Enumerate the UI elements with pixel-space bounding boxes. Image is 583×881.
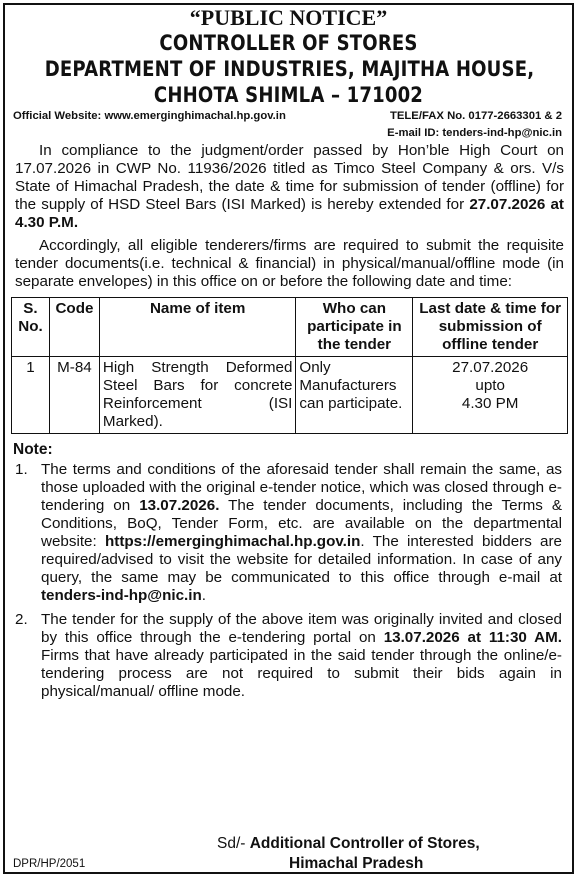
signature-block: [217, 834, 480, 874]
official-website: Official Website: www.emerginghimachal.hp.gov.in: [13, 110, 286, 122]
cell-last-date: [413, 357, 568, 434]
header-item: Name of item: [99, 298, 295, 357]
upto-text: upto: [475, 377, 505, 394]
note-1: 1. The terms and conditions of the aforesaid tender shall remain the same, as those uploaded with the original e-tender notice, which was closed through e-tendering on 13.07.2026. The tender documents, including the Terms & Conditions, BoQ, Tender Form, etc. are available on the departmental website: https://emerginghimachal.hp.gov.in. The interested bidders are required/advised to visit the website for detailed information. In case of any query, the same may be communicated to this office through e-mail at tenders-ind-hp@nic.in.: [15, 461, 562, 604]
cell-who: Only Manufacturers can participate.: [296, 357, 413, 434]
office-name: CONTROLLER OF STORES: [159, 31, 418, 55]
table-row: [12, 357, 568, 434]
instruction-paragraph: Accordingly, all eligible tenderers/firms are required to submit the requisite tender documents(i.e. technical & financial) in physical/manual/offline mode (in separate envelopes) in this office on or before the following date and time:: [15, 237, 564, 290]
city-pincode: CHHOTA SHIMLA – 171002: [153, 83, 424, 107]
public-notice: [3, 3, 574, 874]
header-who: Who can participate in the tender: [296, 298, 413, 357]
cell-code: M-84: [49, 357, 99, 434]
header-last-date: Last date & time for submission of offline tender: [413, 298, 568, 357]
department-address: DEPARTMENT OF INDUSTRIES, MAJITHA HOUSE,: [44, 57, 535, 81]
last-time: 4.30 PM: [461, 395, 519, 412]
extended-deadline: 27.07.2026 at 4.30 P.M.: [15, 196, 564, 231]
cell-sno: 1: [12, 357, 50, 434]
sd-mark: Sd/-: [217, 835, 250, 852]
signatory-place: Himachal Pradesh: [289, 855, 424, 872]
note-heading: Note:: [13, 441, 53, 458]
contact-bar: [5, 108, 572, 142]
compliance-paragraph: In compliance to the judgment/order passed by Hon’ble High Court on 17.07.2026 in CWP No. 11936/2026 titled as Timco Steel Company & ors. V/s State of Himachal Pradesh, the date & time for submission of tender (offline) for the supply of HSD Steel Bars (ISI Marked) is hereby extended for 27.07.2026 at 4.30 P.M.: [15, 142, 564, 231]
note-2: 2. The tender for the supply of the above item was originally invited and closed by this office through the e-tendering portal on 13.07.2026 at 11:30 AM. Firms that have already participated in the said tender through the online/e-tendering process are not required to submit their bids again in physical/manual/ offline mode.: [15, 611, 562, 700]
header-sno: S. No.: [12, 298, 50, 357]
tender-table: [11, 297, 568, 434]
telefax-number: TELE/FAX No. 0177-2663301 & 2: [389, 110, 562, 122]
table-header-row: [12, 298, 568, 357]
cell-item: High Strength Deformed Steel Bars for concrete Reinforcement (ISI Marked).: [99, 357, 295, 434]
email-id: E-mail ID: tenders-ind-hp@nic.in: [387, 127, 562, 139]
header-code: Code: [49, 298, 99, 357]
last-date: 27.07.2026: [452, 359, 529, 376]
note-2-number: 2.: [15, 611, 28, 628]
website-link[interactable]: https://emerginghimachal.hp.gov.in: [104, 533, 361, 550]
email-link[interactable]: tenders-ind-hp@nic.in: [41, 587, 202, 604]
signatory-designation: Additional Controller of Stores,: [249, 835, 480, 852]
notice-title: “PUBLIC NOTICE”: [189, 5, 388, 30]
note-1-number: 1.: [15, 461, 28, 478]
dpr-reference: DPR/HP/2051: [13, 858, 86, 870]
